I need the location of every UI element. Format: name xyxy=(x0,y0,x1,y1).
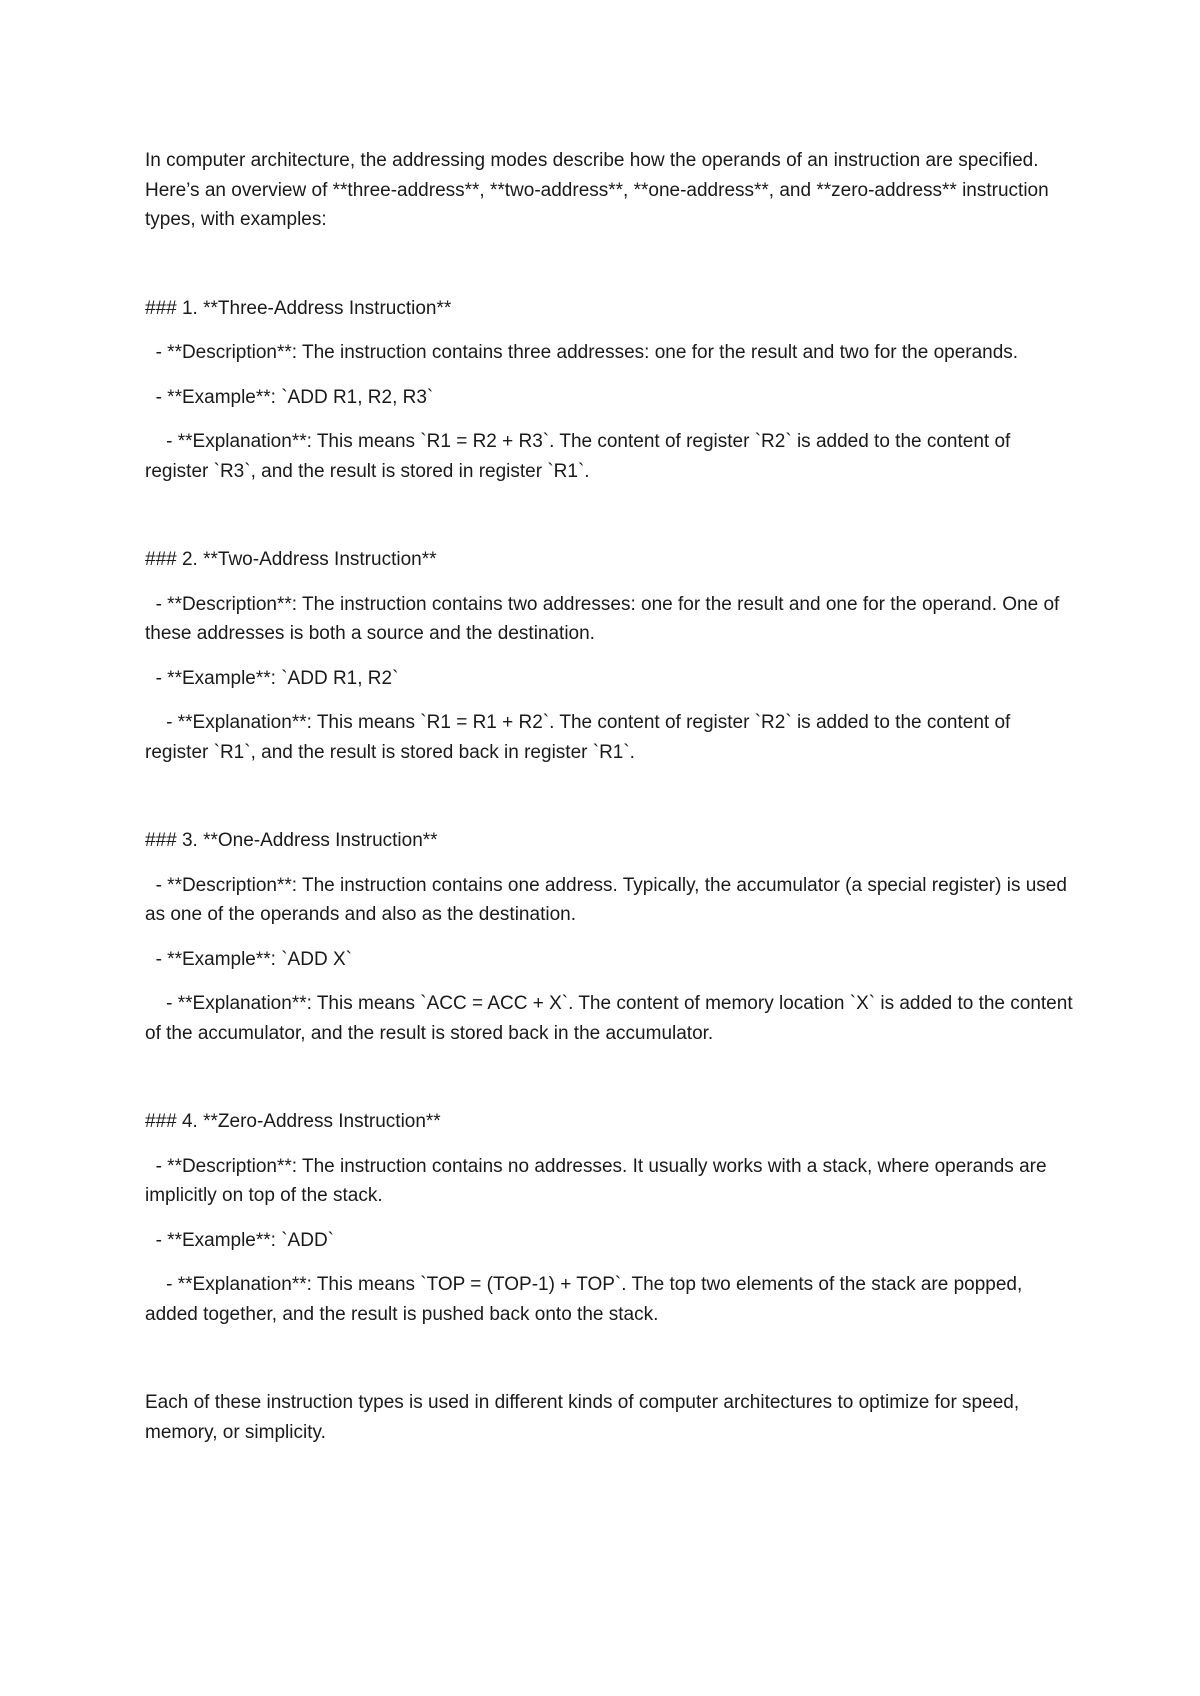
section-three-address xyxy=(145,294,1075,487)
intro-paragraph: In computer architecture, the addressing modes describe how the operands of an instruction are specified. Here’s an overview of **three-address**, **two-address**, **one-address**, and **zero-address** instruction types, with examples: xyxy=(145,150,1054,230)
section-description: - **Description**: The instruction contains three addresses: one for the result and two for the operands. xyxy=(145,342,1019,363)
section-example: - **Example**: `ADD R1, R2, R3` xyxy=(145,386,434,408)
section-zero-address xyxy=(145,1107,1075,1329)
section-example: - **Example**: `ADD` xyxy=(145,1229,334,1251)
section-heading: ### 4. **Zero-Address Instruction** xyxy=(145,1111,441,1132)
section-explanation: - **Explanation**: This means `ACC = ACC + X`. The content of memory location `X` is added to the content of the accumulator, and the result is stored back in the accumulator. xyxy=(145,993,1078,1044)
section-one-address xyxy=(145,826,1078,1048)
section-heading: ### 2. **Two-Address Instruction** xyxy=(145,549,437,570)
section-example: - **Example**: `ADD R1, R2` xyxy=(145,667,399,689)
section-example: - **Example**: `ADD X` xyxy=(145,948,352,970)
section-explanation: - **Explanation**: This means `TOP = (TOP-1) + TOP`. The top two elements of the stack are popped, added together, and the result is pushed back onto the stack. xyxy=(145,1274,1028,1325)
section-heading: ### 3. **One-Address Instruction** xyxy=(145,830,438,851)
section-two-address xyxy=(145,545,1075,767)
section-explanation: - **Explanation**: This means `R1 = R2 + R3`. The content of register `R2` is added to the content of register `R3`, and the result is stored in register `R1`. xyxy=(145,431,1016,482)
conclusion-paragraph: Each of these instruction types is used in different kinds of computer architectures to optimize for speed, memory, or simplicity. xyxy=(145,1392,1025,1443)
document-body xyxy=(145,146,1078,1447)
section-description: - **Description**: The instruction contains two addresses: one for the result and one for the operand. One of these addresses is both a source and the destination. xyxy=(145,593,1065,644)
section-heading: ### 1. **Three-Address Instruction** xyxy=(145,297,452,319)
section-description: - **Description**: The instruction contains no addresses. It usually works with a stack, where operands are implicitly on top of the stack. xyxy=(145,1155,1052,1206)
section-explanation: - **Explanation**: This means `R1 = R1 + R2`. The content of register `R2` is added to the content of register `R1`, and the result is stored back in register `R1`. xyxy=(145,712,1016,763)
section-description: - **Description**: The instruction contains one address. Typically, the accumulator (a special register) is used as one of the operands and also as the destination. xyxy=(145,874,1073,925)
